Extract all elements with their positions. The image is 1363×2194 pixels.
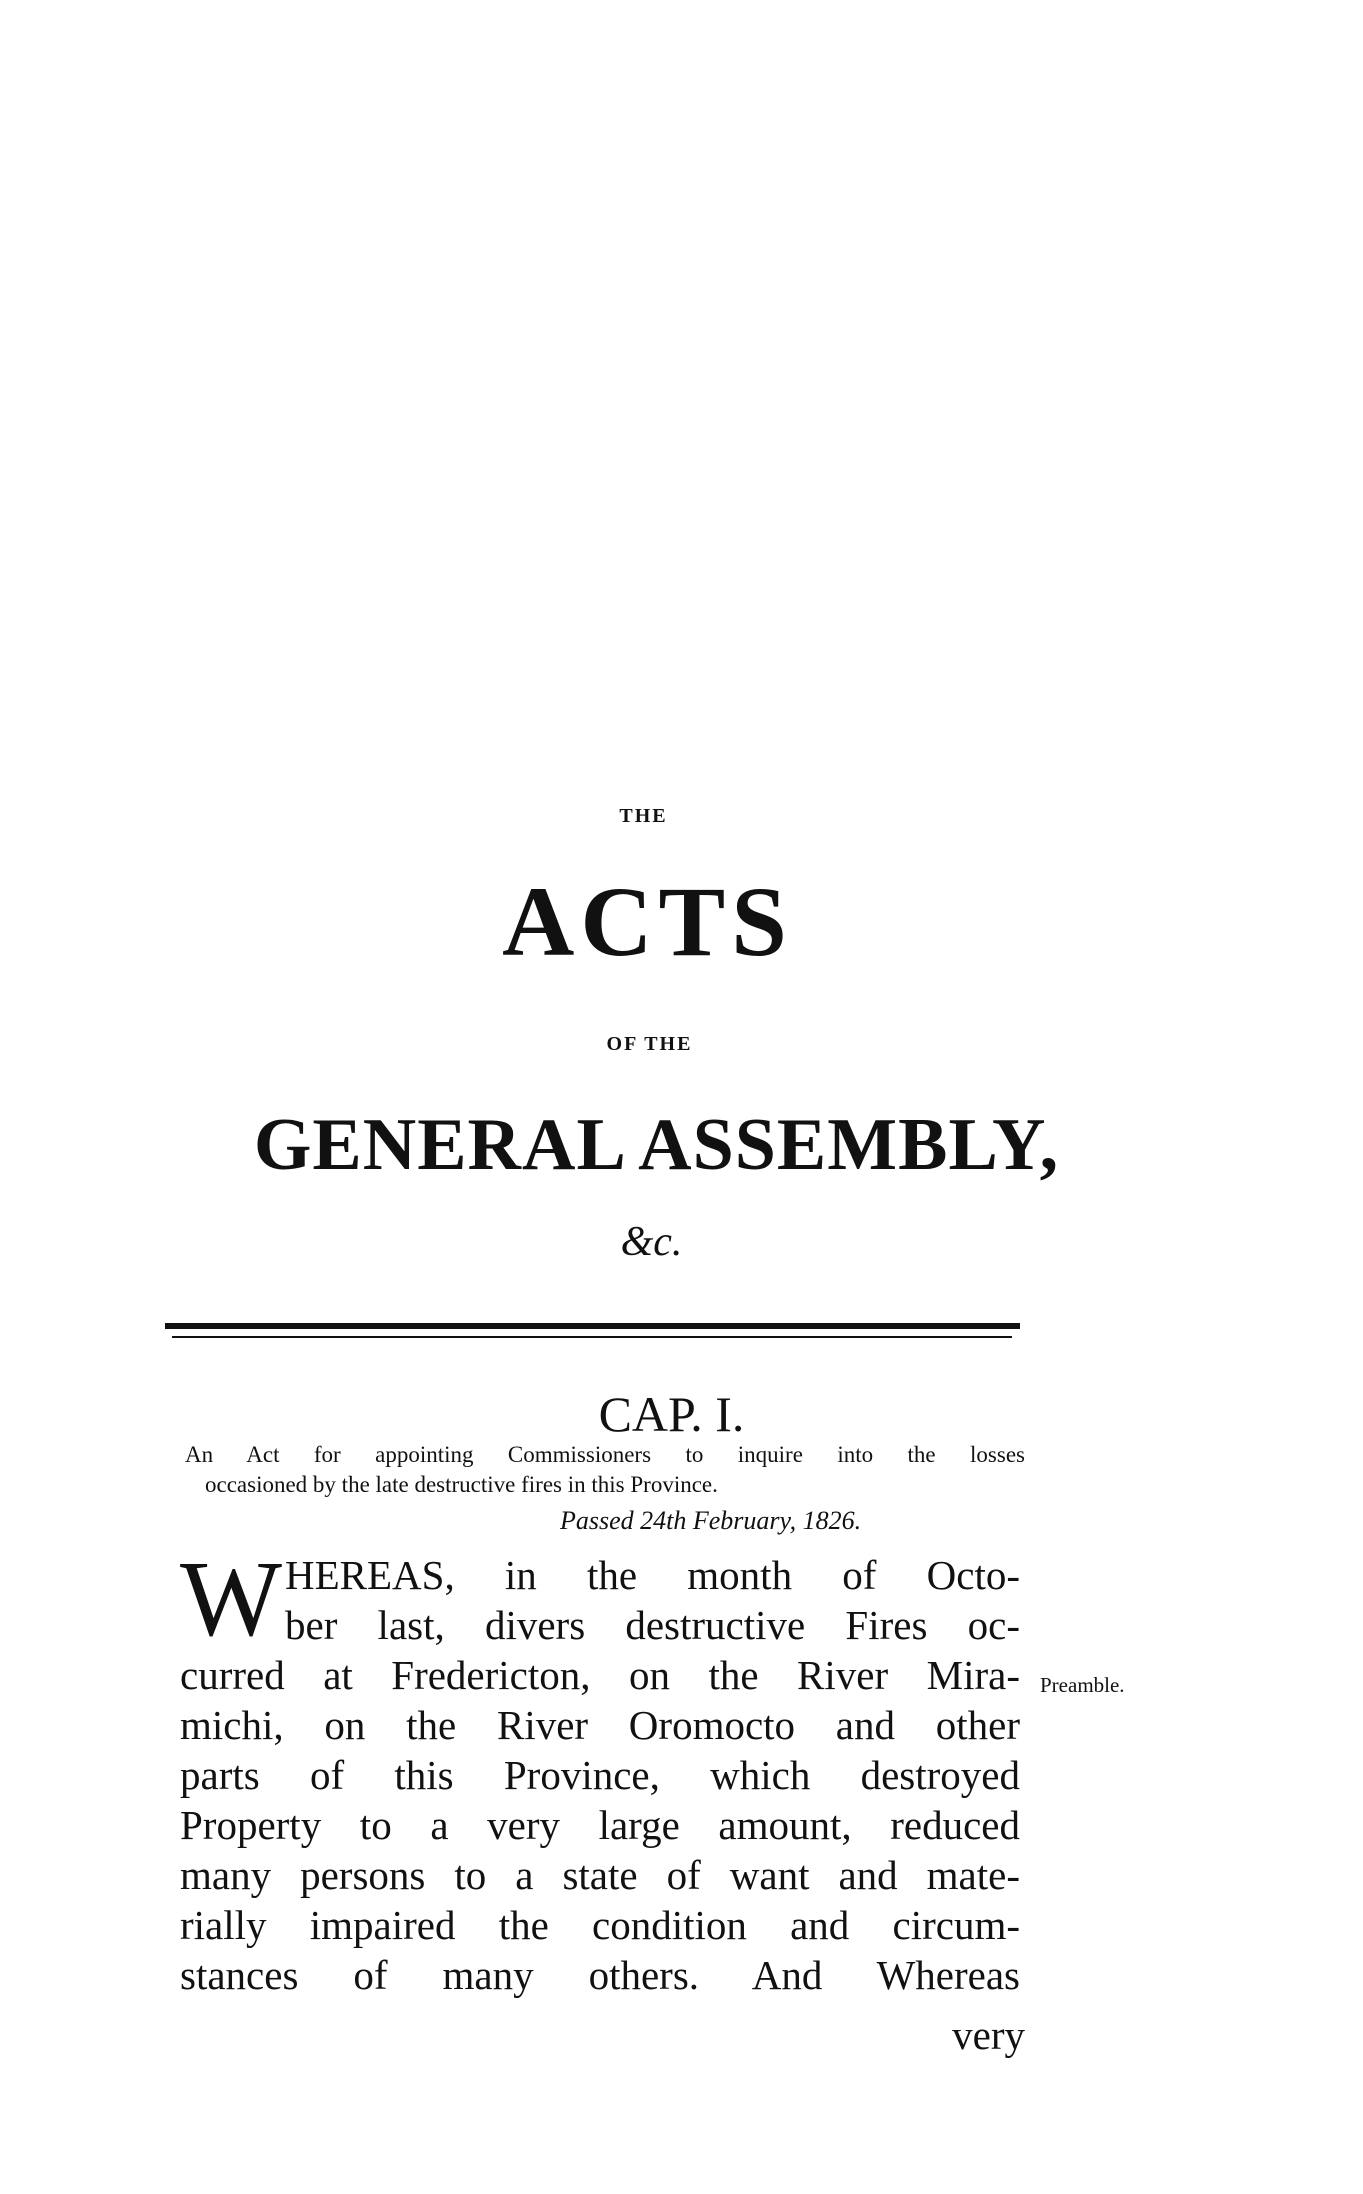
chapter-summary-line-1: An Act for appointing Commissioners to inquire into the losses (185, 1442, 1025, 1467)
body-line-8: rially impaired the condition and circum- (180, 1902, 1020, 1948)
body-line-9: stances of many others. And Whereas (180, 1952, 1020, 1998)
body-line-1: HEREAS, in the month of Octo- (285, 1552, 1020, 1598)
divider-rule-thin (172, 1336, 1012, 1338)
title-acts: ACTS (502, 866, 793, 977)
title-kicker-of-the: OF THE (606, 1033, 693, 1055)
body-line-7: many persons to a state of want and mate- (180, 1852, 1020, 1898)
chapter-summary-line-2: occasioned by the late destructive fires in this Province. (205, 1472, 718, 1497)
title-general-assembly: GENERAL ASSEMBLY, (253, 1104, 1060, 1186)
body-line-3: curred at Fredericton, on the River Mira- (180, 1652, 1020, 1698)
divider-rule-thick (165, 1323, 1020, 1329)
body-line-5: parts of this Province, which destroyed (180, 1752, 1020, 1798)
catchword: very (952, 2012, 1025, 2058)
drop-cap: W (180, 1540, 282, 1659)
body-line-2: ber last, divers destructive Fires oc- (285, 1602, 1020, 1648)
title-kicker-the: THE (619, 805, 668, 827)
margin-note-preamble: Preamble. (1040, 1673, 1125, 1697)
chapter-heading: CAP. I. (598, 1386, 745, 1442)
body-line-4: michi, on the River Oromocto and other (180, 1702, 1020, 1748)
body-line-6: Property to a very large amount, reduced (180, 1802, 1020, 1848)
title-etc: &c. (620, 1219, 683, 1265)
passed-date: Passed 24th February, 1826. (560, 1506, 862, 1535)
